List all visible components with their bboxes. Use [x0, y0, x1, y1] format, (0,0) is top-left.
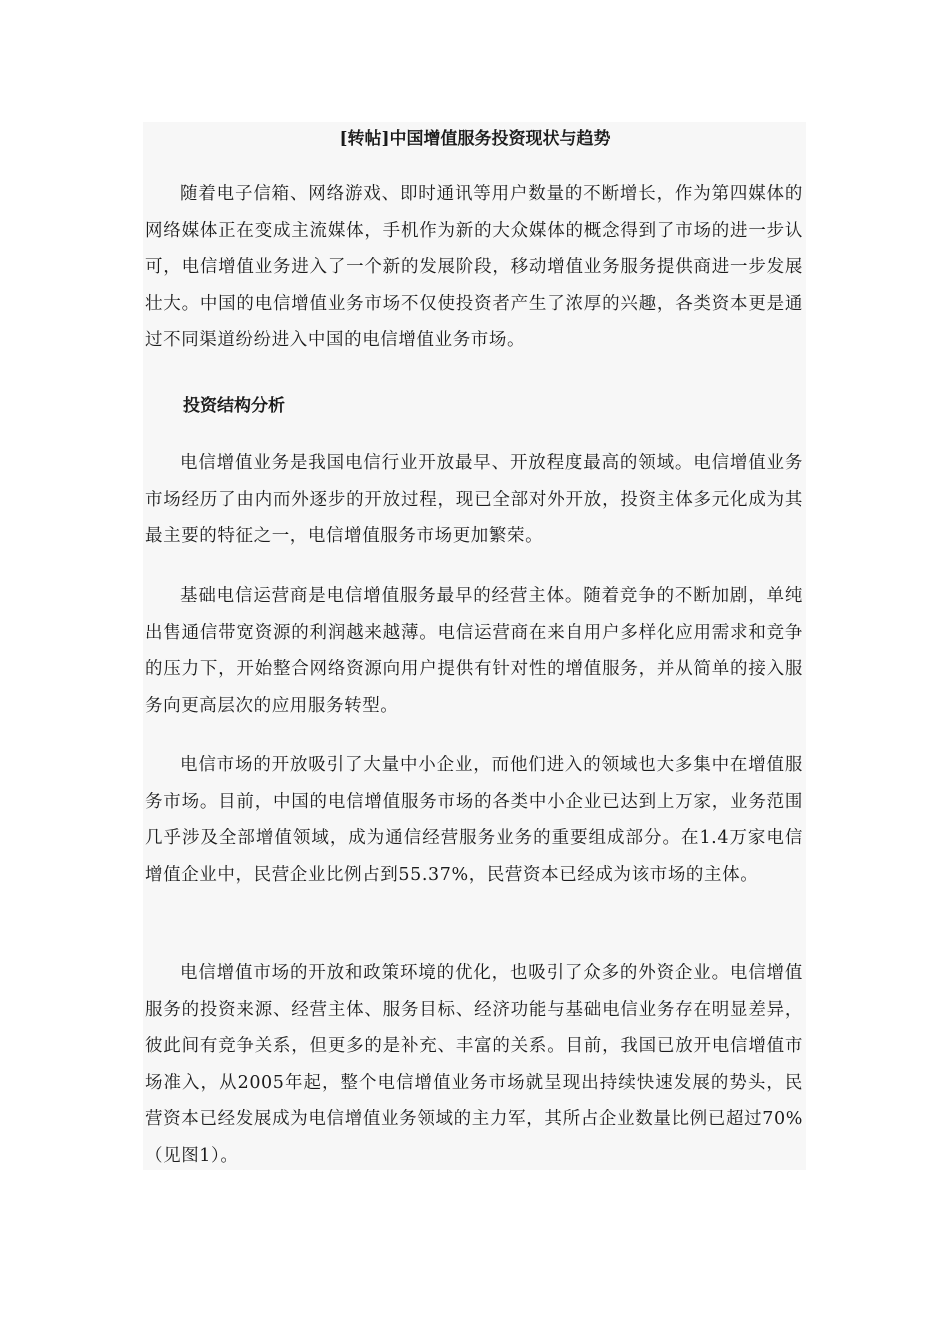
intro-paragraph: 随着电子信箱、网络游戏、即时通讯等用户数量的不断增长，作为第四媒体的网络媒体正在变成主流媒体，手机作为新的大众媒体的概念得到了市场的进一步认可，电信增值业务进入了一个新的发展阶段，移动增值业务服务提供商进一步发展壮大。中国的电信增值业务市场不仅使投资者产生了浓厚的兴趣，各类资本更是通过不同渠道纷纷进入中国的电信增值业务市场。	[145, 184, 803, 351]
section-paragraph-4: 电信增值市场的开放和政策环境的优化，也吸引了众多的外资企业。电信增值服务的投资来源、经营主体、服务目标、经济功能与基础电信业务存在明显差异，彼此间有竞争关系，但更多的是补充、丰富的关系。目前，我国已放开电信增值市场准入，从2005年起，整个电信增值业务市场就呈现出持续快速发展的势头，民营资本已经发展成为电信增值业务领域的主力军，其所占企业数量比例已超过70%（见图1）。	[145, 963, 803, 1166]
section-heading: 投资结构分析	[183, 396, 285, 416]
section-paragraph-2: 基础电信运营商是电信增值服务最早的经营主体。随着竞争的不断加剧，单纯出售通信带宽资源的利润越来越薄。电信运营商在来自用户多样化应用需求和竞争的压力下，开始整合网络资源向用户提供有针对性的增值服务，并从简单的接入服务向更高层次的应用服务转型。	[145, 586, 803, 716]
section-paragraph-3: 电信市场的开放吸引了大量中小企业，而他们进入的领域也大多集中在增值服务市场。目前，中国的电信增值服务市场的各类中小企业已达到上万家，业务范围几乎涉及全部增值领域，成为通信经营服务业务的重要组成部分。在1.4万家电信增值企业中，民营企业比例占到55.37%，民营资本已经成为该市场的主体。	[145, 755, 803, 885]
section-paragraph-1: 电信增值业务是我国电信行业开放最早、开放程度最高的领域。电信增值业务市场经历了由内而外逐步的开放过程，现已全部对外开放，投资主体多元化成为其最主要的特征之一，电信增值服务市场更加繁荣。	[145, 453, 803, 547]
document-title: [转帖]中国增值服务投资现状与趋势	[339, 129, 611, 149]
